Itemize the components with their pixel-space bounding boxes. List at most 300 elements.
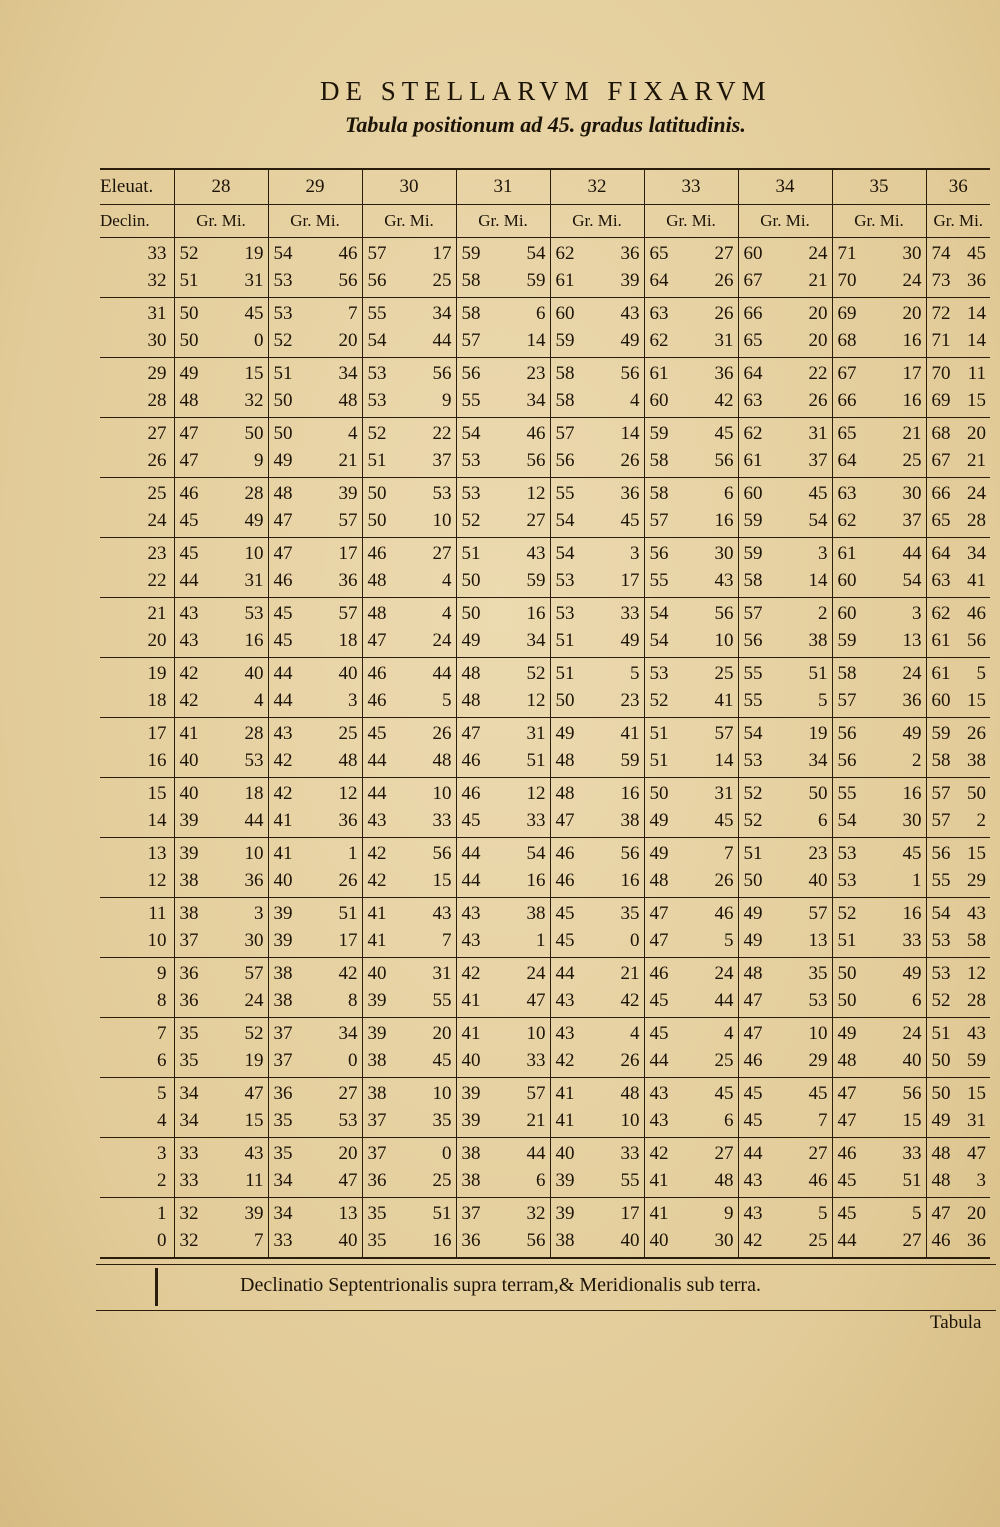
position-cell — [644, 898, 738, 958]
degrees-value: 57 — [461, 330, 481, 351]
minutes-value: 25 — [808, 1230, 828, 1251]
table-row — [100, 1018, 990, 1078]
degrees-value: 68 — [931, 423, 951, 444]
degrees-value: 34 — [179, 1083, 199, 1104]
degrees-value: 45 — [273, 630, 293, 651]
degrees-value: 50 — [837, 990, 857, 1011]
declination-cell — [100, 538, 174, 598]
minutes-value: 12 — [526, 690, 546, 711]
degrees-value: 42 — [367, 843, 387, 864]
minutes-value: 45 — [432, 1050, 452, 1071]
minutes-value: 45 — [902, 843, 922, 864]
minutes-value: 17 — [620, 570, 640, 591]
declination-value: 5 — [157, 1083, 167, 1104]
position-cell — [362, 1138, 456, 1198]
degrees-value: 35 — [367, 1230, 387, 1251]
degrees-value: 37 — [273, 1023, 293, 1044]
degrees-value: 44 — [743, 1143, 763, 1164]
degrees-value: 64 — [649, 270, 669, 291]
position-cell — [268, 538, 362, 598]
degrees-value: 44 — [837, 1230, 857, 1251]
degrees-value: 56 — [367, 270, 387, 291]
position-cell — [644, 538, 738, 598]
minutes-value: 10 — [808, 1023, 828, 1044]
minutes-value: 19 — [808, 723, 828, 744]
degrees-value: 49 — [649, 843, 669, 864]
declination-value: 0 — [157, 1230, 167, 1251]
position-cell — [926, 1078, 990, 1138]
degrees-value: 53 — [931, 963, 951, 984]
degrees-value: 59 — [743, 543, 763, 564]
degrees-value: 39 — [273, 903, 293, 924]
minutes-value: 5 — [976, 663, 986, 684]
minutes-value: 50 — [967, 783, 986, 804]
running-head: DE STELLARVM FIXARVM — [320, 76, 772, 106]
position-cell — [738, 718, 832, 778]
degrees-value: 43 — [743, 1203, 763, 1224]
minutes-value: 25 — [338, 723, 358, 744]
position-cell — [738, 358, 832, 418]
degrees-value: 52 — [273, 330, 293, 351]
degrees-value: 49 — [743, 930, 763, 951]
minutes-value: 14 — [714, 750, 734, 771]
position-cell — [174, 898, 268, 958]
minutes-value: 45 — [808, 1083, 828, 1104]
degrees-value: 38 — [273, 990, 293, 1011]
minutes-value: 40 — [902, 1050, 922, 1071]
minutes-value: 28 — [244, 483, 264, 504]
minutes-value: 2 — [818, 603, 828, 624]
minutes-value: 33 — [526, 1050, 546, 1071]
degrees-value: 43 — [649, 1083, 669, 1104]
degrees-value: 65 — [649, 243, 669, 264]
minutes-value: 21 — [967, 450, 986, 471]
degrees-value: 59 — [461, 243, 481, 264]
degrees-value: 59 — [649, 423, 669, 444]
position-cell — [550, 658, 644, 718]
position-cell — [738, 838, 832, 898]
table-row — [100, 718, 990, 778]
minutes-value: 51 — [808, 663, 828, 684]
declination-value: 13 — [147, 843, 167, 864]
minutes-value: 8 — [348, 990, 358, 1011]
minutes-value: 57 — [808, 903, 828, 924]
position-cell — [738, 778, 832, 838]
degrees-value: 41 — [273, 843, 293, 864]
position-cell — [738, 1078, 832, 1138]
position-cell — [550, 1078, 644, 1138]
degrees-value: 36 — [461, 1230, 481, 1251]
position-cell — [550, 358, 644, 418]
degrees-value: 42 — [273, 750, 293, 771]
degrees-value: 53 — [367, 363, 387, 384]
position-cell — [832, 1018, 926, 1078]
positions-table-container — [100, 168, 990, 1260]
minutes-value: 47 — [967, 1143, 986, 1164]
declination-value: 8 — [157, 990, 167, 1011]
position-cell — [644, 298, 738, 358]
degrees-value: 60 — [649, 390, 669, 411]
position-cell — [644, 1018, 738, 1078]
degrees-value: 51 — [273, 363, 293, 384]
minutes-value: 36 — [967, 270, 986, 291]
minutes-value: 44 — [526, 1143, 546, 1164]
degrees-value: 47 — [179, 423, 199, 444]
degrees-value: 42 — [179, 663, 199, 684]
degrees-value: 46 — [273, 570, 293, 591]
minutes-value: 25 — [432, 270, 452, 291]
position-cell — [550, 778, 644, 838]
minutes-value: 3 — [254, 903, 264, 924]
degrees-value: 54 — [837, 810, 857, 831]
minutes-value: 33 — [432, 810, 452, 831]
minutes-value: 29 — [967, 870, 986, 891]
degrees-value: 37 — [273, 1050, 293, 1071]
minutes-value: 16 — [432, 1230, 452, 1251]
degrees-value: 39 — [367, 1023, 387, 1044]
degrees-value: 67 — [743, 270, 763, 291]
position-cell — [926, 298, 990, 358]
declination-value: 29 — [147, 363, 167, 384]
minutes-value: 26 — [338, 870, 358, 891]
minutes-value: 3 — [912, 603, 922, 624]
declination-cell — [100, 838, 174, 898]
minutes-value: 2 — [976, 810, 986, 831]
position-cell — [738, 238, 832, 298]
minutes-value: 22 — [432, 423, 452, 444]
degrees-value: 47 — [743, 1023, 763, 1044]
position-cell — [832, 598, 926, 658]
declination-value: 30 — [147, 330, 167, 351]
minutes-value: 57 — [244, 963, 264, 984]
degrees-value: 54 — [555, 543, 575, 564]
minutes-value: 27 — [526, 510, 546, 531]
minutes-value: 34 — [808, 750, 828, 771]
table-row — [100, 298, 990, 358]
positions-table — [100, 168, 990, 1259]
position-cell — [644, 718, 738, 778]
position-cell — [926, 898, 990, 958]
degrees-value: 34 — [179, 1110, 199, 1131]
minutes-value: 54 — [902, 570, 922, 591]
position-cell — [832, 358, 926, 418]
minutes-value: 30 — [714, 543, 734, 564]
degrees-value: 61 — [743, 450, 763, 471]
minutes-value: 20 — [808, 330, 828, 351]
table-row — [100, 238, 990, 298]
position-cell — [550, 718, 644, 778]
degrees-value: 60 — [931, 690, 951, 711]
position-cell — [738, 658, 832, 718]
degrees-value: 63 — [931, 570, 951, 591]
position-cell — [174, 358, 268, 418]
minutes-value: 31 — [244, 270, 264, 291]
degrees-value: 38 — [555, 1230, 575, 1251]
minutes-value: 14 — [967, 330, 986, 351]
degrees-value: 54 — [649, 630, 669, 651]
degrees-value: 47 — [367, 630, 387, 651]
minutes-value: 0 — [348, 1050, 358, 1071]
degrees-value: 55 — [931, 870, 951, 891]
minutes-value: 4 — [254, 690, 264, 711]
position-cell — [832, 238, 926, 298]
degrees-value: 61 — [649, 363, 669, 384]
degrees-value: 46 — [461, 750, 481, 771]
minutes-value: 20 — [967, 423, 986, 444]
position-cell — [738, 478, 832, 538]
position-cell — [832, 298, 926, 358]
degrees-value: 54 — [461, 423, 481, 444]
degrees-value: 47 — [461, 723, 481, 744]
degrees-value: 45 — [555, 903, 575, 924]
degrees-value: 61 — [555, 270, 575, 291]
position-cell — [456, 1078, 550, 1138]
degrees-value: 59 — [743, 510, 763, 531]
degrees-value: 52 — [367, 423, 387, 444]
degrees-value: 63 — [837, 483, 857, 504]
minutes-value: 25 — [432, 1170, 452, 1191]
degrees-value: 50 — [367, 510, 387, 531]
degrees-value: 64 — [743, 363, 763, 384]
minutes-value: 31 — [432, 963, 452, 984]
table-row — [100, 358, 990, 418]
degrees-value: 46 — [461, 783, 481, 804]
degrees-value: 74 — [931, 243, 951, 264]
table-row — [100, 1078, 990, 1138]
position-cell — [550, 1018, 644, 1078]
degrees-value: 40 — [273, 870, 293, 891]
degrees-value: 55 — [743, 663, 763, 684]
minutes-value: 30 — [902, 243, 922, 264]
degrees-value: 48 — [461, 690, 481, 711]
minutes-value: 56 — [432, 363, 452, 384]
declination-cell — [100, 418, 174, 478]
minutes-value: 44 — [244, 810, 264, 831]
degrees-value: 46 — [555, 870, 575, 891]
position-cell — [926, 1138, 990, 1198]
degrees-value: 53 — [555, 603, 575, 624]
degrees-value: 40 — [461, 1050, 481, 1071]
elevation-column-header: 28 — [174, 169, 268, 205]
table-row — [100, 898, 990, 958]
position-cell — [268, 778, 362, 838]
minutes-value: 43 — [967, 1023, 986, 1044]
degrees-value: 66 — [931, 483, 951, 504]
degrees-value: 47 — [179, 450, 199, 471]
minutes-value: 25 — [902, 450, 922, 471]
minutes-value: 54 — [526, 843, 546, 864]
minutes-value: 41 — [714, 690, 734, 711]
position-cell — [550, 298, 644, 358]
degrees-value: 48 — [837, 1050, 857, 1071]
table-row — [100, 478, 990, 538]
degrees-value: 40 — [367, 963, 387, 984]
degrees-value: 33 — [179, 1170, 199, 1191]
minutes-value: 44 — [432, 330, 452, 351]
degrees-value: 47 — [743, 990, 763, 1011]
degrees-value: 65 — [743, 330, 763, 351]
minutes-value: 21 — [620, 963, 640, 984]
position-cell — [644, 598, 738, 658]
degrees-value: 53 — [555, 570, 575, 591]
declination-value: 7 — [157, 1023, 167, 1044]
minutes-value: 56 — [620, 363, 640, 384]
degrees-value: 53 — [273, 303, 293, 324]
table-row — [100, 1198, 990, 1259]
position-cell — [456, 658, 550, 718]
degrees-value: 39 — [273, 930, 293, 951]
minutes-value: 49 — [244, 510, 264, 531]
minutes-value: 6 — [912, 990, 922, 1011]
position-cell — [738, 598, 832, 658]
degrees-value: 44 — [461, 870, 481, 891]
minutes-value: 51 — [526, 750, 546, 771]
degrees-value: 59 — [931, 723, 951, 744]
degrees-value: 52 — [931, 990, 951, 1011]
minutes-value: 16 — [902, 390, 922, 411]
declination-label: Declin. — [100, 205, 174, 238]
position-cell — [832, 538, 926, 598]
position-cell — [362, 298, 456, 358]
degrees-value: 48 — [367, 603, 387, 624]
degrees-value: 55 — [743, 690, 763, 711]
degrees-value: 40 — [649, 1230, 669, 1251]
position-cell — [832, 958, 926, 1018]
degrees-value: 36 — [367, 1170, 387, 1191]
declination-value: 31 — [147, 303, 167, 324]
position-cell — [926, 478, 990, 538]
position-cell — [926, 358, 990, 418]
minutes-value: 27 — [714, 243, 734, 264]
position-cell — [926, 238, 990, 298]
degrees-value: 44 — [649, 1050, 669, 1071]
position-cell — [362, 1078, 456, 1138]
degrees-minutes-header: Gr. Mi. — [738, 205, 832, 238]
degrees-value: 49 — [837, 1023, 857, 1044]
declination-value: 33 — [147, 243, 167, 264]
degrees-value: 56 — [837, 750, 857, 771]
position-cell — [174, 598, 268, 658]
position-cell — [644, 958, 738, 1018]
declination-value: 2 — [157, 1170, 167, 1191]
position-cell — [738, 298, 832, 358]
degrees-value: 48 — [743, 963, 763, 984]
minutes-value: 45 — [967, 243, 986, 264]
minutes-value: 43 — [432, 903, 452, 924]
declination-header-row — [100, 205, 990, 238]
minutes-value: 34 — [967, 543, 986, 564]
position-cell — [832, 898, 926, 958]
degrees-value: 50 — [461, 570, 481, 591]
position-cell — [174, 238, 268, 298]
minutes-value: 13 — [808, 930, 828, 951]
position-cell — [456, 538, 550, 598]
minutes-value: 48 — [714, 1170, 734, 1191]
declination-value: 4 — [157, 1110, 167, 1131]
degrees-value: 52 — [649, 690, 669, 711]
degrees-value: 39 — [461, 1083, 481, 1104]
minutes-value: 40 — [338, 1230, 358, 1251]
minutes-value: 46 — [338, 243, 358, 264]
position-cell — [456, 358, 550, 418]
degrees-value: 44 — [555, 963, 575, 984]
minutes-value: 23 — [620, 690, 640, 711]
minutes-value: 38 — [808, 630, 828, 651]
declination-value: 32 — [147, 270, 167, 291]
minutes-value: 4 — [630, 390, 640, 411]
position-cell — [362, 238, 456, 298]
minutes-value: 34 — [526, 630, 546, 651]
minutes-value: 55 — [620, 1170, 640, 1191]
position-cell — [268, 1198, 362, 1259]
minutes-value: 43 — [244, 1143, 264, 1164]
footer-note: Declinatio Septentrionalis supra terram,& Meridionalis sub terra. — [240, 1274, 761, 1296]
minutes-value: 24 — [967, 483, 986, 504]
degrees-value: 53 — [837, 870, 857, 891]
minutes-value: 42 — [714, 390, 734, 411]
degrees-value: 51 — [649, 750, 669, 771]
minutes-value: 56 — [714, 603, 734, 624]
degrees-value: 62 — [931, 603, 951, 624]
minutes-value: 40 — [338, 663, 358, 684]
position-cell — [456, 478, 550, 538]
degrees-value: 51 — [461, 543, 481, 564]
position-cell — [550, 1138, 644, 1198]
position-cell — [926, 778, 990, 838]
degrees-value: 41 — [649, 1170, 669, 1191]
table-row — [100, 958, 990, 1018]
degrees-value: 50 — [837, 963, 857, 984]
degrees-value: 60 — [837, 570, 857, 591]
degrees-value: 57 — [931, 783, 951, 804]
degrees-value: 38 — [367, 1050, 387, 1071]
degrees-value: 54 — [649, 603, 669, 624]
minutes-value: 13 — [902, 630, 922, 651]
degrees-value: 46 — [179, 483, 199, 504]
degrees-value: 40 — [179, 783, 199, 804]
minutes-value: 15 — [244, 363, 264, 384]
minutes-value: 1 — [536, 930, 546, 951]
minutes-value: 0 — [630, 930, 640, 951]
degrees-value: 48 — [555, 750, 575, 771]
degrees-value: 44 — [367, 783, 387, 804]
degrees-value: 62 — [743, 423, 763, 444]
minutes-value: 48 — [620, 1083, 640, 1104]
degrees-value: 49 — [743, 903, 763, 924]
position-cell — [362, 358, 456, 418]
position-cell — [832, 478, 926, 538]
minutes-value: 48 — [338, 750, 358, 771]
degrees-value: 50 — [931, 1083, 951, 1104]
minutes-value: 54 — [808, 510, 828, 531]
position-cell — [268, 1018, 362, 1078]
degrees-value: 53 — [461, 450, 481, 471]
degrees-value: 57 — [837, 690, 857, 711]
minutes-value: 36 — [967, 1230, 986, 1251]
degrees-value: 45 — [837, 1170, 857, 1191]
degrees-value: 57 — [649, 510, 669, 531]
degrees-value: 51 — [179, 270, 199, 291]
minutes-value: 25 — [714, 663, 734, 684]
minutes-value: 44 — [902, 543, 922, 564]
minutes-value: 59 — [967, 1050, 986, 1071]
declination-value: 27 — [147, 423, 167, 444]
degrees-value: 50 — [179, 330, 199, 351]
minutes-value: 24 — [902, 1023, 922, 1044]
declination-value: 15 — [147, 783, 167, 804]
degrees-value: 57 — [555, 423, 575, 444]
position-cell — [644, 1198, 738, 1259]
